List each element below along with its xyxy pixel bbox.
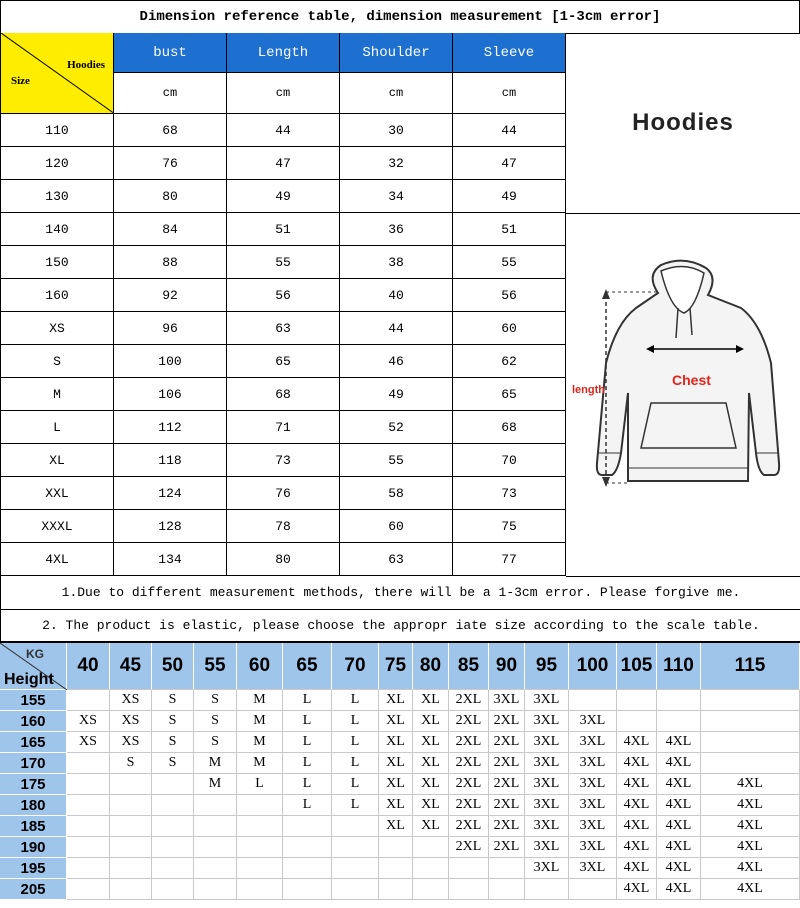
size-recommendation: XL xyxy=(413,753,449,774)
weight-header: 55 xyxy=(194,643,237,690)
size-recommendation: 3XL xyxy=(569,795,617,816)
measurement-cell: 77 xyxy=(453,543,566,576)
size-recommendation: 4XL xyxy=(701,858,800,879)
height-row-header: 190 xyxy=(0,837,67,858)
size-recommendation: XL xyxy=(413,816,449,837)
size-recommendation: 2XL xyxy=(449,690,489,711)
size-recommendation: L xyxy=(332,711,379,732)
size-recommendation: 2XL xyxy=(489,711,525,732)
measurement-cell: 40 xyxy=(340,279,453,312)
size-recommendation xyxy=(237,837,283,858)
size-recommendation xyxy=(449,858,489,879)
size-recommendation xyxy=(237,879,283,900)
size-recommendation: 3XL xyxy=(525,774,569,795)
size-recommendation: XL xyxy=(413,690,449,711)
unit-cell: cm xyxy=(114,73,227,114)
measurement-cell: 92 xyxy=(114,279,227,312)
size-cell: XL xyxy=(0,444,114,477)
size-recommendation: 4XL xyxy=(657,837,701,858)
size-recommendation: L xyxy=(332,732,379,753)
size-recommendation xyxy=(110,858,152,879)
measurement-cell: 68 xyxy=(114,114,227,147)
size-cell: 130 xyxy=(0,180,114,213)
size-recommendation: 2XL xyxy=(449,816,489,837)
weight-header: 80 xyxy=(413,643,449,690)
size-recommendation: 3XL xyxy=(525,795,569,816)
weight-header: 60 xyxy=(237,643,283,690)
weight-header: 110 xyxy=(657,643,701,690)
measurement-cell: 100 xyxy=(114,345,227,378)
weight-header: 100 xyxy=(569,643,617,690)
size-recommendation: 2XL xyxy=(489,816,525,837)
unit-cell: cm xyxy=(227,73,340,114)
measurement-cell: 128 xyxy=(114,510,227,543)
size-recommendation: 4XL xyxy=(657,816,701,837)
measurement-cell: 76 xyxy=(114,147,227,180)
size-recommendation: L xyxy=(237,774,283,795)
measurement-cell: 63 xyxy=(340,543,453,576)
size-recommendation: 4XL xyxy=(657,879,701,900)
column-header: bust xyxy=(114,33,227,73)
weight-header: 85 xyxy=(449,643,489,690)
measurement-cell: 34 xyxy=(340,180,453,213)
size-recommendation: 2XL xyxy=(449,711,489,732)
size-recommendation: 4XL xyxy=(617,732,657,753)
size-recommendation: 3XL xyxy=(525,837,569,858)
measurement-cell: 76 xyxy=(227,477,340,510)
size-recommendation xyxy=(152,795,194,816)
measurement-cell: 78 xyxy=(227,510,340,543)
size-recommendation xyxy=(701,711,800,732)
measurement-cell: 68 xyxy=(453,411,566,444)
size-recommendation: XS xyxy=(67,732,110,753)
height-row-header: 185 xyxy=(0,816,67,837)
measurement-cell: 70 xyxy=(453,444,566,477)
size-recommendation xyxy=(525,879,569,900)
size-cell: 120 xyxy=(0,147,114,180)
measurement-cell: 49 xyxy=(453,180,566,213)
measurement-cell: 44 xyxy=(340,312,453,345)
size-recommendation: 2XL xyxy=(449,753,489,774)
size-recommendation xyxy=(110,879,152,900)
weight-header: 40 xyxy=(67,643,110,690)
size-recommendation: 2XL xyxy=(449,732,489,753)
size-recommendation xyxy=(67,837,110,858)
size-recommendation xyxy=(194,879,237,900)
size-recommendation: 3XL xyxy=(525,690,569,711)
size-recommendation: 4XL xyxy=(617,774,657,795)
height-label: Height xyxy=(4,671,54,688)
height-row-header: 205 xyxy=(0,879,67,900)
measurement-cell: 36 xyxy=(340,213,453,246)
measurement-cell: 62 xyxy=(453,345,566,378)
measurement-cell: 30 xyxy=(340,114,453,147)
size-recommendation: XL xyxy=(379,795,413,816)
size-recommendation xyxy=(332,837,379,858)
measurement-cell: 44 xyxy=(227,114,340,147)
height-row-header: 195 xyxy=(0,858,67,879)
size-recommendation: 4XL xyxy=(701,879,800,900)
size-recommendation xyxy=(701,690,800,711)
weight-header: 65 xyxy=(283,643,332,690)
weight-header: 75 xyxy=(379,643,413,690)
chart-corner xyxy=(0,643,67,690)
size-recommendation: S xyxy=(194,732,237,753)
size-cell: 110 xyxy=(0,114,114,147)
size-recommendation xyxy=(194,816,237,837)
size-recommendation xyxy=(283,837,332,858)
measurement-cell: 58 xyxy=(340,477,453,510)
size-recommendation: M xyxy=(237,690,283,711)
hoodie-diagram-cell xyxy=(566,213,800,577)
measurement-cell: 68 xyxy=(227,378,340,411)
size-cell: 4XL xyxy=(0,543,114,576)
size-recommendation xyxy=(332,816,379,837)
size-recommendation xyxy=(237,795,283,816)
measurement-cell: 65 xyxy=(227,345,340,378)
size-recommendation xyxy=(657,711,701,732)
measurement-cell: 73 xyxy=(227,444,340,477)
size-recommendation xyxy=(237,858,283,879)
size-recommendation: 3XL xyxy=(569,774,617,795)
size-recommendation: XS xyxy=(110,732,152,753)
size-recommendation: XL xyxy=(379,732,413,753)
size-recommendation: 2XL xyxy=(449,795,489,816)
measurement-cell: 56 xyxy=(227,279,340,312)
measurement-cell: 60 xyxy=(453,312,566,345)
size-recommendation: 4XL xyxy=(701,774,800,795)
size-recommendation: 2XL xyxy=(489,837,525,858)
size-recommendation: 3XL xyxy=(569,816,617,837)
size-recommendation: L xyxy=(283,774,332,795)
size-recommendation: L xyxy=(283,711,332,732)
size-recommendation xyxy=(283,858,332,879)
measurement-cell: 56 xyxy=(453,279,566,312)
weight-header: 70 xyxy=(332,643,379,690)
size-recommendation: 3XL xyxy=(525,711,569,732)
measurement-cell: 84 xyxy=(114,213,227,246)
size-recommendation: S xyxy=(110,753,152,774)
size-recommendation xyxy=(110,816,152,837)
height-row-header: 170 xyxy=(0,753,67,774)
measurement-cell: 75 xyxy=(453,510,566,543)
height-row-header: 180 xyxy=(0,795,67,816)
size-recommendation: L xyxy=(332,690,379,711)
measurement-cell: 112 xyxy=(114,411,227,444)
measurement-cell: 52 xyxy=(340,411,453,444)
size-recommendation xyxy=(110,795,152,816)
size-recommendation: 3XL xyxy=(569,732,617,753)
size-recommendation: 4XL xyxy=(657,774,701,795)
size-cell: 160 xyxy=(0,279,114,312)
size-recommendation xyxy=(332,858,379,879)
measurement-cell: 80 xyxy=(227,543,340,576)
size-recommendation: M xyxy=(237,732,283,753)
size-recommendation xyxy=(67,879,110,900)
size-recommendation xyxy=(110,774,152,795)
size-recommendation: L xyxy=(283,795,332,816)
size-recommendation: 2XL xyxy=(449,837,489,858)
measurement-cell: 96 xyxy=(114,312,227,345)
size-recommendation: S xyxy=(152,690,194,711)
size-recommendation xyxy=(152,858,194,879)
measurement-cell: 49 xyxy=(340,378,453,411)
size-recommendation: M xyxy=(237,753,283,774)
size-recommendation: 3XL xyxy=(525,753,569,774)
measurement-cell: 32 xyxy=(340,147,453,180)
size-recommendation: 4XL xyxy=(617,858,657,879)
size-recommendation: 4XL xyxy=(701,816,800,837)
size-recommendation xyxy=(152,816,194,837)
size-recommendation: 4XL xyxy=(701,837,800,858)
kg-label: KG xyxy=(26,647,44,661)
size-recommendation: XL xyxy=(379,774,413,795)
weight-header: 105 xyxy=(617,643,657,690)
height-row-header: 165 xyxy=(0,732,67,753)
size-recommendation: L xyxy=(283,753,332,774)
measurement-cell: 88 xyxy=(114,246,227,279)
size-recommendation xyxy=(67,795,110,816)
size-recommendation: XL xyxy=(413,711,449,732)
unit-cell: cm xyxy=(340,73,453,114)
size-recommendation: L xyxy=(332,795,379,816)
size-recommendation: XL xyxy=(413,774,449,795)
chest-label: Chest xyxy=(672,372,711,388)
size-recommendation xyxy=(332,879,379,900)
measurement-cell: 63 xyxy=(227,312,340,345)
size-recommendation: S xyxy=(194,711,237,732)
size-recommendation: S xyxy=(152,732,194,753)
size-recommendation xyxy=(413,879,449,900)
size-recommendation: 3XL xyxy=(569,711,617,732)
size-recommendation: XL xyxy=(379,816,413,837)
size-recommendation: M xyxy=(194,774,237,795)
measurement-cell: 80 xyxy=(114,180,227,213)
size-recommendation: 2XL xyxy=(489,732,525,753)
weight-header: 45 xyxy=(110,643,152,690)
size-recommendation: 3XL xyxy=(569,837,617,858)
measurement-cell: 47 xyxy=(453,147,566,180)
size-recommendation xyxy=(67,816,110,837)
height-row-header: 175 xyxy=(0,774,67,795)
size-recommendation: 3XL xyxy=(569,858,617,879)
weight-header: 50 xyxy=(152,643,194,690)
size-recommendation: L xyxy=(332,774,379,795)
size-recommendation: 4XL xyxy=(617,795,657,816)
size-recommendation: M xyxy=(237,711,283,732)
unit-cell: cm xyxy=(453,73,566,114)
size-recommendation: 2XL xyxy=(489,753,525,774)
size-recommendation: XL xyxy=(379,753,413,774)
size-recommendation xyxy=(194,795,237,816)
size-recommendation xyxy=(194,837,237,858)
size-recommendation xyxy=(489,879,525,900)
measurement-cell: 55 xyxy=(453,246,566,279)
size-recommendation xyxy=(379,837,413,858)
size-cell: 150 xyxy=(0,246,114,279)
measurement-cell: 73 xyxy=(453,477,566,510)
measurement-cell: 65 xyxy=(453,378,566,411)
size-recommendation: 4XL xyxy=(701,795,800,816)
corner-hoodies-label: Hoodies xyxy=(67,59,105,71)
size-recommendation xyxy=(152,774,194,795)
measurement-cell: 134 xyxy=(114,543,227,576)
size-recommendation xyxy=(237,816,283,837)
measurement-cell: 118 xyxy=(114,444,227,477)
table-title: Dimension reference table, dimension measurement [1-3cm error] xyxy=(0,0,800,34)
column-header: Shoulder xyxy=(340,33,453,73)
length-label: length xyxy=(572,384,605,396)
size-recommendation: 2XL xyxy=(489,795,525,816)
size-recommendation xyxy=(379,858,413,879)
size-cell: 140 xyxy=(0,213,114,246)
size-recommendation: XS xyxy=(67,711,110,732)
size-recommendation xyxy=(413,837,449,858)
height-row-header: 160 xyxy=(0,711,67,732)
hoodie-diagram xyxy=(566,213,800,576)
size-recommendation: L xyxy=(283,690,332,711)
size-recommendation: 4XL xyxy=(657,795,701,816)
size-recommendation: 4XL xyxy=(657,858,701,879)
size-cell: S xyxy=(0,345,114,378)
measurement-cell: 71 xyxy=(227,411,340,444)
size-recommendation xyxy=(657,690,701,711)
size-recommendation: 4XL xyxy=(657,753,701,774)
size-recommendation: 3XL xyxy=(569,753,617,774)
size-cell: L xyxy=(0,411,114,444)
size-recommendation: S xyxy=(194,690,237,711)
size-recommendation: S xyxy=(152,711,194,732)
size-recommendation xyxy=(701,732,800,753)
size-recommendation: XL xyxy=(379,690,413,711)
size-recommendation: S xyxy=(152,753,194,774)
weight-header: 90 xyxy=(489,643,525,690)
measurement-cell: 46 xyxy=(340,345,453,378)
size-recommendation: 4XL xyxy=(617,753,657,774)
column-header: Length xyxy=(227,33,340,73)
size-recommendation: M xyxy=(194,753,237,774)
measurement-cell: 51 xyxy=(453,213,566,246)
size-recommendation: 4XL xyxy=(617,837,657,858)
size-recommendation: L xyxy=(283,732,332,753)
size-recommendation xyxy=(152,879,194,900)
size-recommendation: 4XL xyxy=(617,816,657,837)
measurement-cell: 124 xyxy=(114,477,227,510)
size-recommendation xyxy=(67,774,110,795)
size-recommendation: L xyxy=(332,753,379,774)
size-recommendation xyxy=(283,816,332,837)
size-recommendation: XS xyxy=(110,711,152,732)
note-2: 2. The product is elastic, please choose the appropr iate size according to the scale table. xyxy=(0,609,800,643)
header-corner xyxy=(0,33,114,114)
note-1: 1.Due to different measurement methods, there will be a 1-3cm error. Please forgive me. xyxy=(0,576,800,610)
size-recommendation: XL xyxy=(413,795,449,816)
size-recommendation: 4XL xyxy=(617,879,657,900)
size-recommendation xyxy=(449,879,489,900)
size-recommendation: 4XL xyxy=(657,732,701,753)
measurement-cell: 44 xyxy=(453,114,566,147)
size-recommendation xyxy=(617,711,657,732)
size-recommendation: XL xyxy=(379,711,413,732)
size-recommendation: 2XL xyxy=(449,774,489,795)
measurement-cell: 55 xyxy=(227,246,340,279)
size-recommendation xyxy=(152,837,194,858)
size-recommendation xyxy=(617,690,657,711)
weight-header: 115 xyxy=(701,643,800,690)
size-recommendation xyxy=(569,879,617,900)
size-recommendation: 3XL xyxy=(525,858,569,879)
measurement-cell: 38 xyxy=(340,246,453,279)
size-recommendation xyxy=(67,690,110,711)
product-title: Hoodies xyxy=(566,33,800,214)
measurement-cell: 106 xyxy=(114,378,227,411)
weight-header: 95 xyxy=(525,643,569,690)
height-row-header: 155 xyxy=(0,690,67,711)
size-recommendation: 3XL xyxy=(489,690,525,711)
column-header: Sleeve xyxy=(453,33,566,73)
size-recommendation xyxy=(283,879,332,900)
size-recommendation xyxy=(67,753,110,774)
size-recommendation xyxy=(701,753,800,774)
size-recommendation: XL xyxy=(413,732,449,753)
size-recommendation xyxy=(413,858,449,879)
size-recommendation xyxy=(569,690,617,711)
size-recommendation xyxy=(67,858,110,879)
size-recommendation xyxy=(110,837,152,858)
size-cell: XS xyxy=(0,312,114,345)
measurement-cell: 60 xyxy=(340,510,453,543)
measurement-cell: 51 xyxy=(227,213,340,246)
corner-size-label: Size xyxy=(11,75,30,87)
size-cell: M xyxy=(0,378,114,411)
measurement-cell: 55 xyxy=(340,444,453,477)
size-cell: XXXL xyxy=(0,510,114,543)
size-cell: XXL xyxy=(0,477,114,510)
size-recommendation: 2XL xyxy=(489,774,525,795)
size-recommendation: XS xyxy=(110,690,152,711)
measurement-cell: 49 xyxy=(227,180,340,213)
size-recommendation xyxy=(379,879,413,900)
size-recommendation xyxy=(489,858,525,879)
size-recommendation xyxy=(194,858,237,879)
measurement-cell: 47 xyxy=(227,147,340,180)
size-recommendation: 3XL xyxy=(525,732,569,753)
height-weight-size-chart xyxy=(0,641,800,908)
size-recommendation: 3XL xyxy=(525,816,569,837)
diagonal-line xyxy=(1,33,114,114)
